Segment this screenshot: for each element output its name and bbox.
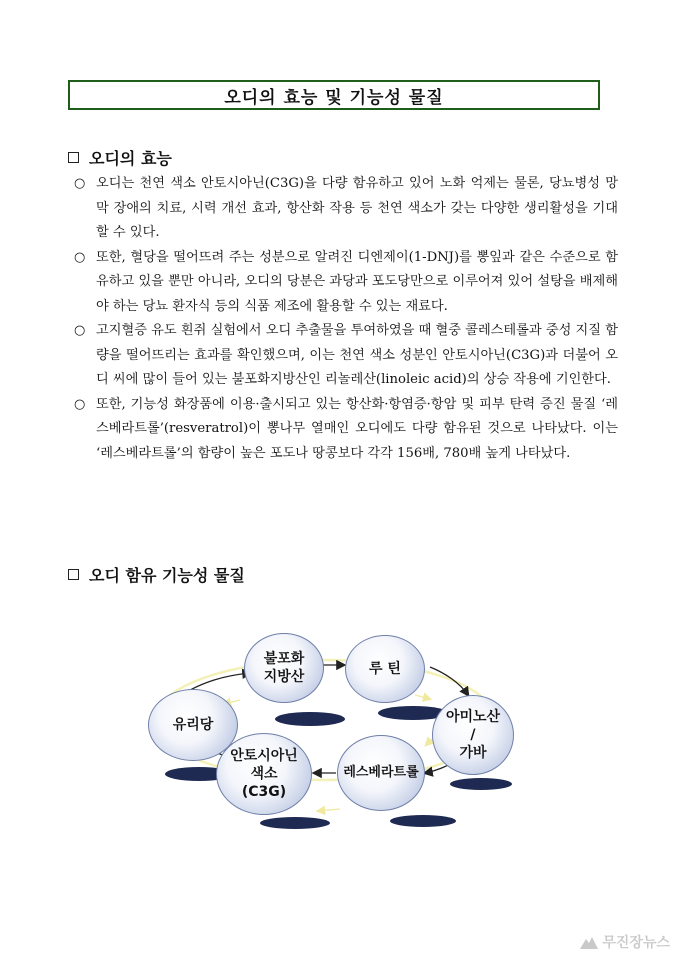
watermark	[580, 932, 670, 952]
watermark-text: 무진장뉴스	[602, 935, 670, 951]
node-amino-acid-gaba: 아미노산 / 가바	[432, 695, 514, 775]
circle-bullet-icon: ○	[74, 176, 86, 191]
bullet-item	[74, 172, 618, 246]
node-free-sugar: 유리당	[148, 689, 238, 761]
bullet-item	[74, 319, 618, 393]
node-unsaturated-fatty-acid: 불포화 지방산	[244, 633, 324, 703]
section-heading-substances	[68, 563, 245, 586]
square-bullet-icon	[68, 152, 79, 163]
bullet-text: 오디는 천연 색소 안토시아닌(C3G)을 다량 함유하고 있어 노화 억제는 물론, 당뇨병성 망막 장애의 치료, 시력 개선 효과, 항산화 작용 등 천연 색소가 갖는 다양한 생리활성을 기대할 수 있다.	[96, 176, 618, 240]
node-shadow	[260, 817, 330, 829]
square-bullet-icon	[68, 569, 79, 580]
bullet-text: 고지혈증 유도 흰쥐 실험에서 오디 추출물을 투여하였을 때 혈중 콜레스테롤과 중성 지질 함량을 떨어뜨리는 효과를 확인했으며, 이는 천연 색소 성분인 안토시아닌(C3G)과 더불어 오디 씨에 많이 들어 있는 불포화지방산인 리놀레산(linoleic acid)의 상승 작용에 기인한다.	[96, 323, 618, 387]
node-shadow	[390, 815, 456, 827]
node-anthocyanin: 안토시아닌 색소 (C3G)	[216, 733, 312, 815]
section-heading-efficacy	[68, 146, 172, 169]
title-box	[68, 80, 600, 110]
substance-cycle-diagram	[140, 625, 520, 835]
circle-bullet-icon: ○	[74, 396, 86, 412]
node-shadow	[450, 778, 512, 790]
node-shadow	[275, 712, 345, 726]
page-title: 오디의 효능 및 기능성 물질	[224, 87, 444, 108]
circle-bullet-icon: ○	[74, 323, 86, 338]
bullet-text: 또한, 혈당을 떨어뜨려 주는 성분으로 알려진 디엔제이(1-DNJ)를 뽕잎과 같은 수준으로 함유하고 있을 뿐만 아니라, 오디의 당분은 과당과 포도당만으로 이루어져 있어 설탕을 배제해야 하는 당뇨 환자식 등의 식품 제조에 활용할 수 있는 재료다.	[96, 249, 618, 314]
bullet-item	[74, 246, 618, 320]
circle-bullet-icon: ○	[74, 249, 86, 265]
bullet-item	[74, 393, 618, 467]
efficacy-bullet-list	[74, 172, 618, 466]
node-resveratrol: 레스베라트롤	[337, 735, 425, 811]
node-rutin: 루 틴	[345, 635, 425, 703]
bullet-text: 또한, 기능성 화장품에 이용·출시되고 있는 항산화·항염증·항암 및 피부 탄력 증진 물질 ‘레스베라트롤’(resveratrol)이 뽕나무 열매인 오디에도 다량 함유된 것으로 나타났다. 이는 ‘레스베라트롤’의 함량이 높은 포도나 땅콩보다 각각 156배, 780배 높게 나타났다.	[96, 396, 618, 461]
arrow-rutin-to-amino	[430, 667, 468, 695]
section-heading-text: 오디 함유 기능성 물질	[89, 566, 245, 585]
section-heading-text: 오디의 효능	[89, 149, 172, 168]
mountain-logo-icon	[580, 935, 598, 949]
